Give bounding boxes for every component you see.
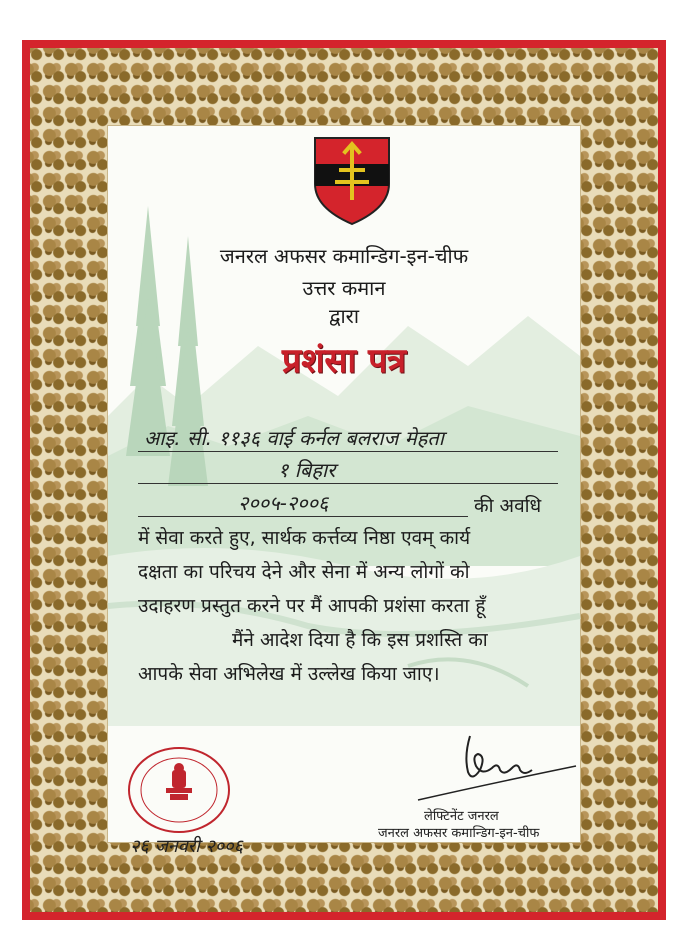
signatory-title: जनरल अफसर कमान्डिग-इन-चीफ	[378, 826, 540, 841]
body-line-5: आपके सेवा अभिलेख में उल्लेख किया जाए।	[138, 663, 440, 685]
certificate	[22, 40, 666, 920]
signatory-rank: लेफ्टिनेंट जनरल	[424, 809, 499, 824]
recipient-name: आइ. सी. ११३६ वाई कर्नल बलराज मेहता	[144, 426, 444, 450]
command-emblem-icon	[313, 136, 391, 226]
body-line-1: में सेवा करते हुए, सार्थक कर्त्तव्य निष्ठा एवम् कार्य	[138, 527, 471, 549]
body-line-2: दक्षता का परिचय देने और सेना में अन्य लोगों को	[138, 561, 470, 583]
certificate-heading: प्रशंसा पत्र	[281, 341, 407, 381]
signature-scribble	[408, 726, 578, 806]
issuer-line-3: द्वारा	[328, 304, 360, 328]
period-line	[138, 516, 468, 517]
body-line-3: उदाहरण प्रस्तुत करने पर मैं आपकी प्रशंसा करता हूँ	[138, 595, 486, 617]
certificate-panel	[108, 126, 580, 857]
floral-border	[30, 48, 658, 912]
recipient-unit: १ बिहार	[278, 458, 336, 482]
service-period: २००५-२००६	[238, 491, 329, 515]
unit-line	[138, 483, 558, 484]
period-suffix: की अवधि	[474, 495, 542, 517]
command-seal-stamp-icon	[126, 744, 232, 836]
issuer-line-2: उत्तर कमान	[302, 276, 386, 300]
body-line-4: मैंने आदेश दिया है कि इस प्रशस्ति का	[232, 629, 488, 651]
issuer-line-1: जनरल अफसर कमान्डिग-इन-चीफ	[219, 244, 469, 268]
issue-date: २६ जनवरी २००६	[130, 836, 243, 857]
name-line	[138, 451, 558, 452]
